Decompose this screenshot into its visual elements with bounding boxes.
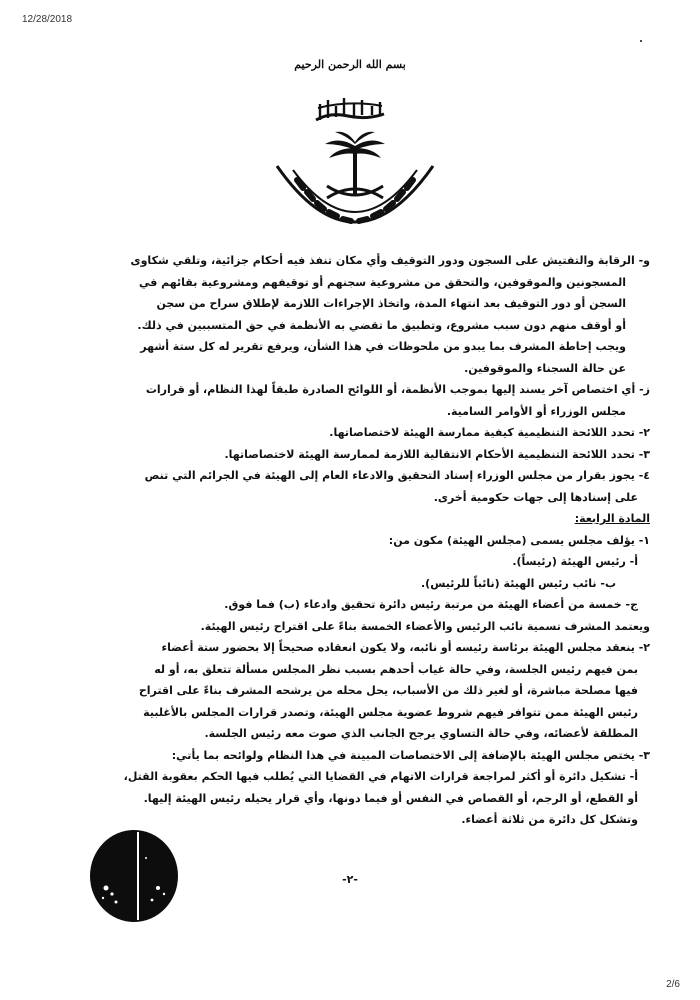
print-date: 12/28/2018 [22, 14, 73, 25]
clause-waw-line-4: أو أوقف منهم دون سبب مشروع، وتطبيق ما تقضي به الأنظمة في حق المتسببين في ذلك. [137, 318, 626, 332]
clause-zay-line-2: مجلس الوزراء أو الأوامر السامية. [446, 404, 626, 418]
item-2: ٢- تحدد اللائحة التنظيمية كيفية ممارسة الهيئة لاختصاصاتها. [329, 426, 650, 439]
document-body [40, 250, 650, 831]
basmala-calligraphy: بسم الله الرحمن الرحيم [294, 58, 406, 71]
clause-waw-line-1: و- الرقابة والتفتيش على السجون ودور التوقيف وأي مكان تنفذ فيه أحكام جزائية، وتلقي شكاوى [130, 254, 650, 267]
article-4-item-3-a-line-3: وتشكل كل دائرة من ثلاثة أعضاء. [461, 813, 638, 826]
clause-waw-line-6: عن حالة السجناء والموقوفين. [464, 361, 626, 375]
item-4-line-1: ٤- يجوز بقرار من مجلس الوزراء إسناد التحقيق والادعاء العام إلى الهيئة في الجرائم التي تنص [144, 469, 650, 482]
official-seal-stamp [86, 828, 182, 924]
article-4-item-3: ٣- يختص مجلس الهيئة بالإضافة إلى الاختصاصات المبينة في هذا النظام ولوائحه بما يأتي: [171, 748, 650, 762]
speck-mark [640, 40, 642, 42]
article-4-item-1-note: ويعتمد المشرف تسمية نائب الرئيس والأعضاء الخمسة بناءً على اقتراح رئيس الهيئة. [200, 619, 650, 633]
shahada-calligraphy [310, 94, 390, 126]
article-4-item-1: ١- يؤلف مجلس يسمى (مجلس الهيئة) مكون من: [388, 533, 650, 547]
item-3: ٣- تحدد اللائحة التنظيمية الأحكام الانتقالية اللازمة لممارسة الهيئة لاختصاصاتها. [224, 447, 650, 461]
clause-waw-line-5: ويجب إحاطة المشرف بما يبدو من ملحوظات في هذا الشأن، ويرفع تقرير له كل ستة أشهر [140, 340, 626, 353]
article-4-item-1-c: ج- خمسة من أعضاء الهيئة من مرتبة رئيس دائرة تحقيق وادعاء (ب) فما فوق. [224, 598, 638, 611]
article-4-item-2-line-1: ٢- ينعقد مجلس الهيئة برئاسة رئيسه أو نائبه، ولا يكون انعقاده صحيحاً إلا بحضور ستة أعضاء [161, 641, 650, 654]
article-4-item-1-a: أ- رئيس الهيئة (رئيساً). [512, 555, 638, 568]
article-4-item-2-line-5: المطلقة لأعضائه، وفي حالة التساوي يرجح الجانب الذي صوت معه رئيس الجلسة. [204, 727, 638, 740]
article-4-item-3-a-line-2: أو القطع، أو الرجم، أو القصاص في النفس أو فيما دونها، وأي قرار يحيله رئيس الهيئة إليها. [143, 791, 638, 805]
item-4-line-2: على إسنادها إلى جهات حكومية أخرى. [433, 490, 638, 504]
page-indicator: 2/6 [666, 979, 680, 990]
article-4-item-2-line-2: بمن فيهم رئيس الجلسة، وفي حالة غياب أحدهم بسبب نظر المجلس مسألة تتعلق به، أو له [154, 662, 638, 676]
page-number: -٢- [342, 873, 358, 886]
clause-zay-line-1: ز- أي اختصاص آخر يسند إليها بموجب الأنظمة، أو اللوائح الصادرة طبقاً لهذا النظام، أو قرارات [145, 383, 650, 396]
clause-waw-line-3: السجن أو دور التوقيف بعد انتهاء المدة، واتخاذ الإجراءات اللازمة لإطلاق سراح من سجن [156, 297, 626, 310]
saudi-emblem-icon [255, 128, 455, 248]
clause-waw-line-2: المسجونين والموقوفين، والتحقق من مشروعية سجنهم أو توقيفهم ومشروعية بقائهم في [138, 275, 626, 289]
article-4-item-1-b: ب- نائب رئيس الهيئة (نائباً للرئيس). [421, 576, 616, 590]
article-four-heading: المادة الرابعة: [574, 512, 650, 525]
article-4-item-3-a-line-1: أ- تشكيل دائرة أو أكثر لمراجعة قرارات الاتهام في القضايا التي يُطلب فيها الحكم بعقوبة القتل، [123, 770, 638, 783]
article-4-item-2-line-3: فيها مصلحة مباشرة، أو لغير ذلك من الأسباب، يحل محله من يرشحه المشرف بناءً على اقتراح [138, 684, 638, 697]
article-4-item-2-line-4: رئيس الهيئة ممن تتوافر فيهم شروط عضوية مجلس الهيئة، وتصدر قرارات المجلس بالأغلبية [143, 705, 638, 719]
